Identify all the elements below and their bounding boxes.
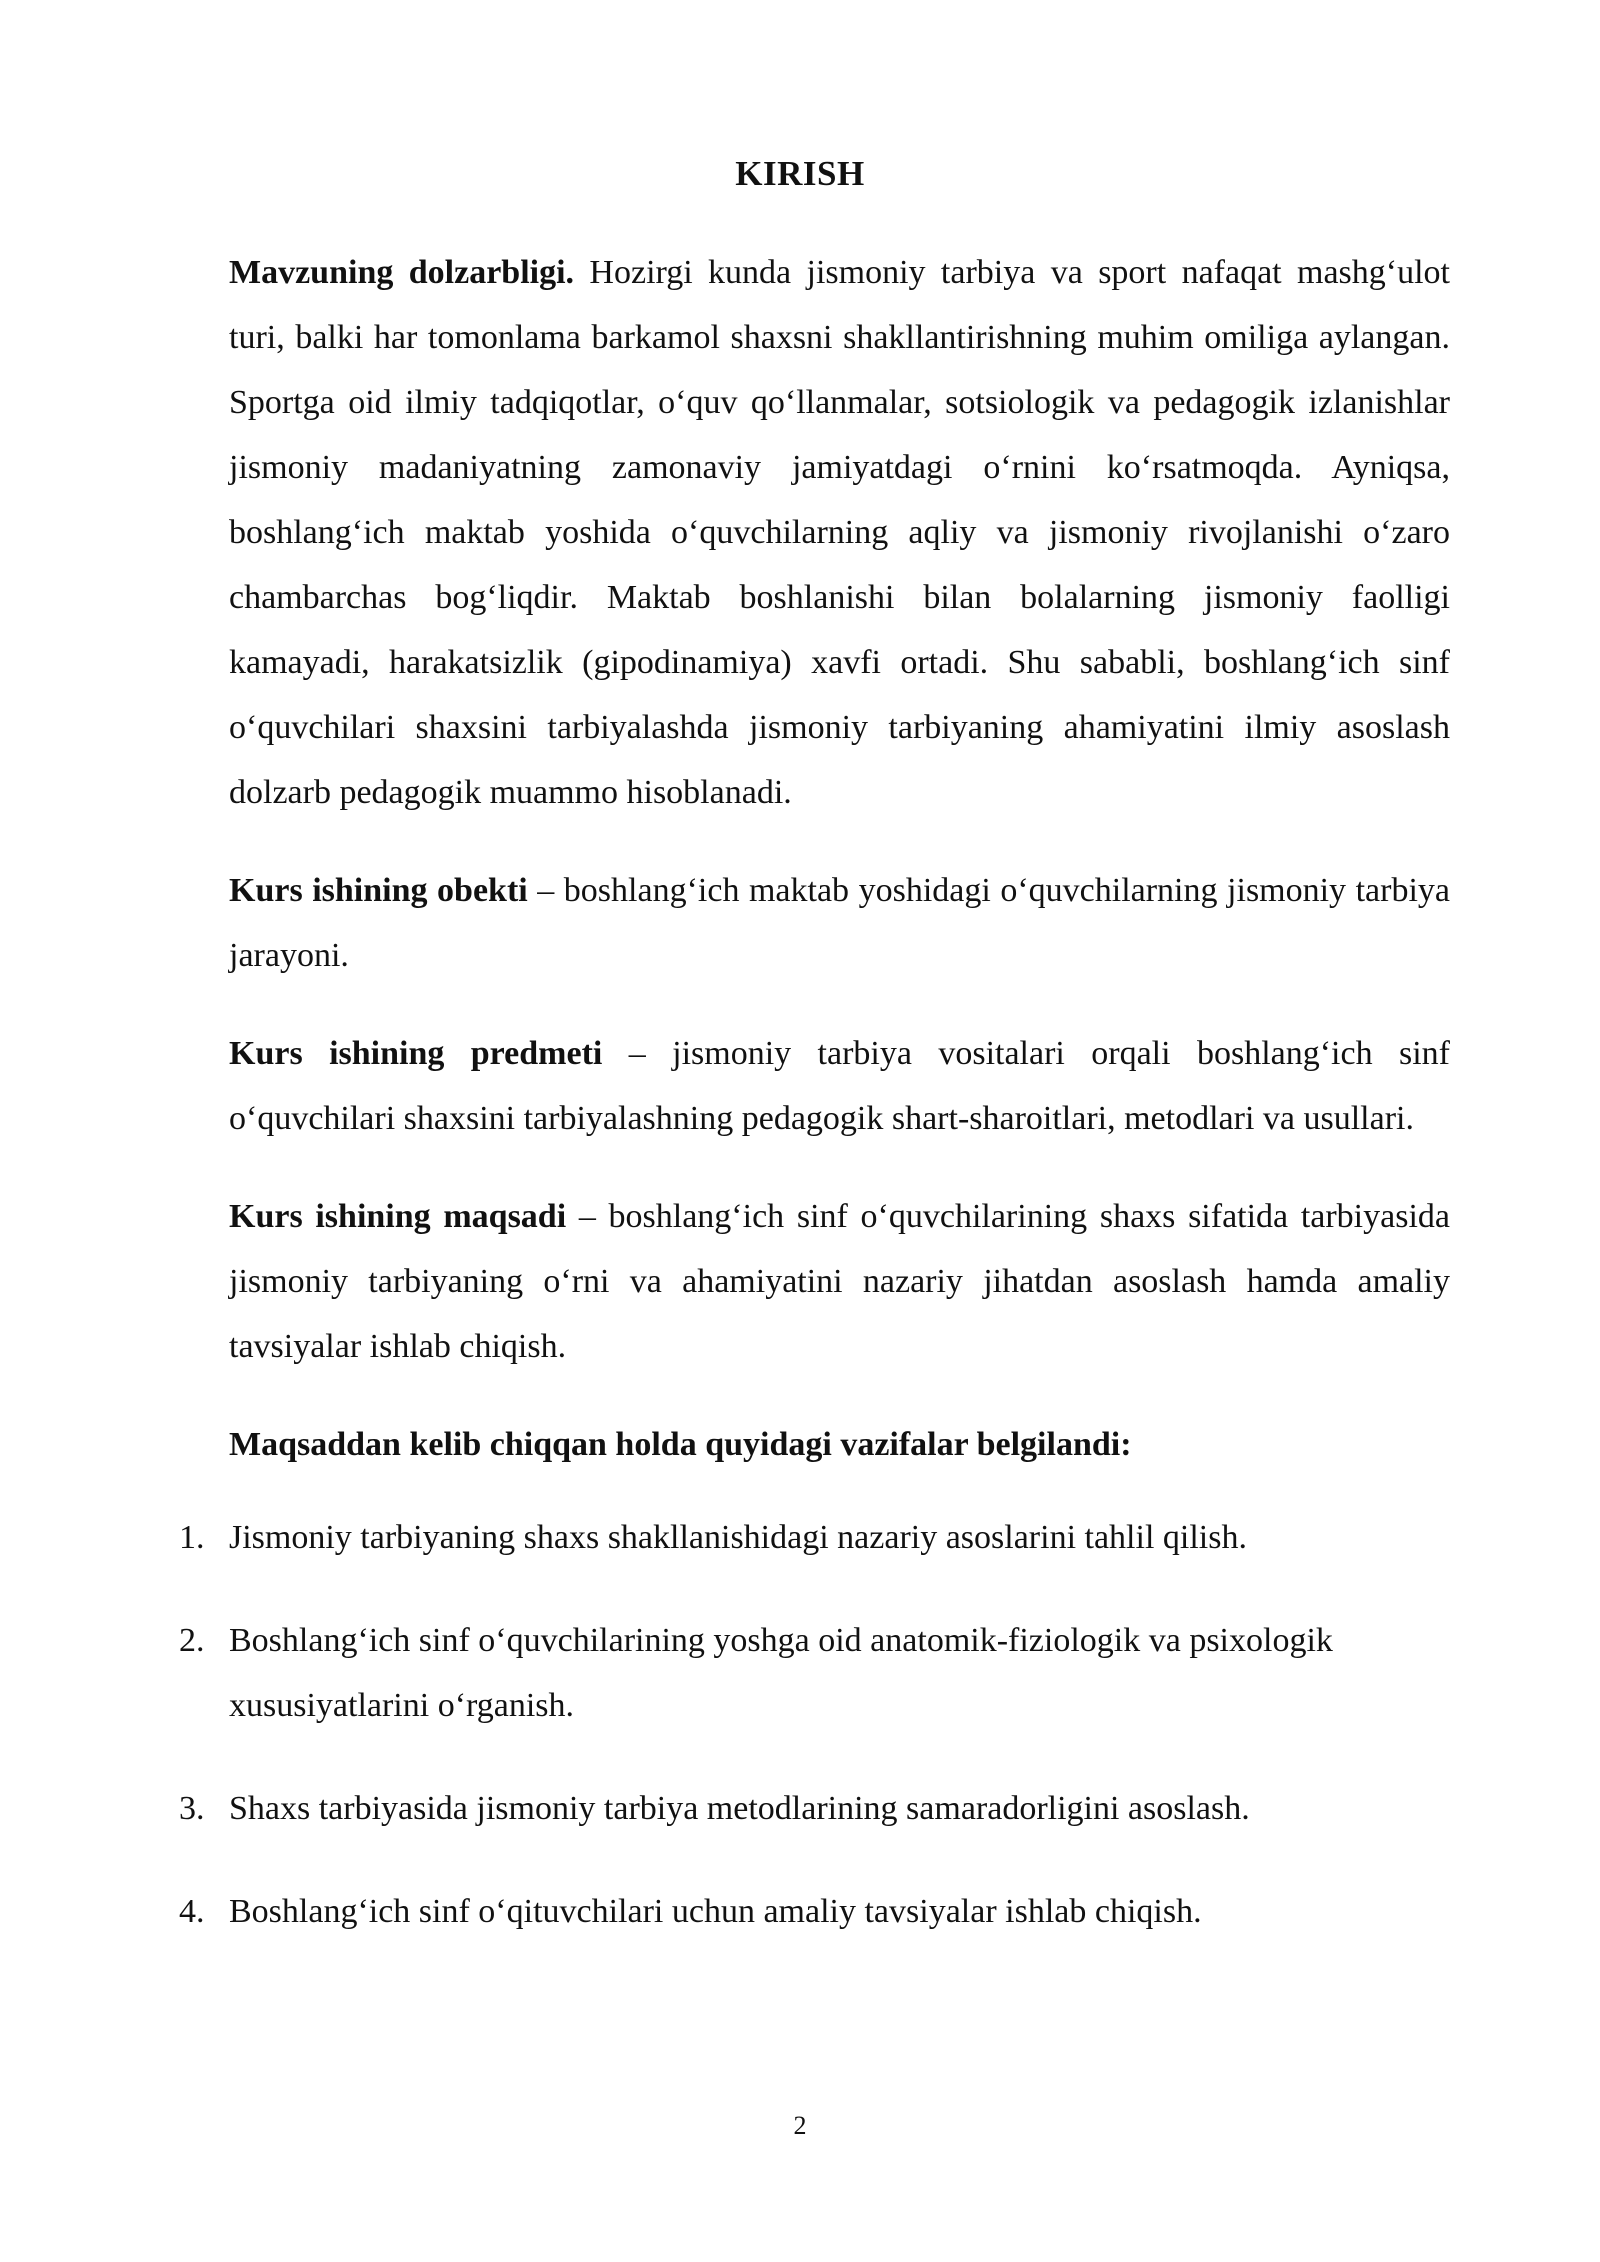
paragraph-relevance bbox=[229, 240, 1450, 825]
list-item-text: Boshlang‘ich sinf o‘quvchilarining yoshga oid anatomik-fiziologik va psixologik xususiyatlarini o‘rganish. bbox=[229, 1622, 1333, 1724]
tasks-heading: Maqsaddan kelib chiqqan holda quyidagi vazifalar belgilandi: bbox=[229, 1426, 1132, 1463]
list-item-number: 4. bbox=[179, 1893, 205, 1930]
paragraph-lead: Kurs ishining maqsadi bbox=[229, 1198, 567, 1235]
paragraph-goal bbox=[229, 1184, 1450, 1379]
paragraph-lead: Kurs ishining predmeti bbox=[229, 1035, 603, 1072]
paragraph-text: – jismoniy tarbiya vositalari orqali boshlang‘ich sinf o‘quvchilari shaxsini tarbiyalashning pedagogik shart-sharoitlari, metodlari va usullari. bbox=[229, 1035, 1450, 1137]
paragraph-lead: Kurs ishining obekti bbox=[229, 872, 528, 909]
paragraph-subject bbox=[229, 1021, 1450, 1151]
list-item bbox=[179, 1879, 1450, 1944]
list-item-text: Jismoniy tarbiyaning shaxs shakllanishidagi nazariy asoslarini tahlil qilish. bbox=[229, 1519, 1247, 1556]
paragraph-text: – boshlang‘ich maktab yoshidagi o‘quvchilarning jismoniy tarbiya jarayoni. bbox=[229, 872, 1450, 974]
list-item-text: Shaxs tarbiyasida jismoniy tarbiya metodlarining samaradorligini asoslash. bbox=[229, 1790, 1250, 1827]
paragraph-text: – boshlang‘ich sinf o‘quvchilarining shaxs sifatida tarbiyasida jismoniy tarbiyaning o‘rni va ahamiyatini nazariy jihatdan asoslash hamda amaliy tavsiyalar ishlab chiqish. bbox=[229, 1198, 1450, 1365]
list-item bbox=[179, 1776, 1450, 1841]
paragraph-object bbox=[229, 858, 1450, 988]
paragraph-text: Hozirgi kunda jismoniy tarbiya va sport nafaqat mashg‘ulot turi, balki har tomonlama barkamol shaxsni shakllantirishning muhim omiliga aylangan. Sportga oid ilmiy tadqiqotlar, o‘quv qo‘llanmalar, sotsiologik va pedagogik izlanishlar jismoniy madaniyatning zamonaviy jamiyatdagi o‘rnini ko‘rsatmoqda. Ayniqsa, boshlang‘ich maktab yoshida o‘quvchilarning aqliy va jismoniy rivojlanishi o‘zaro chambarchas bog‘liqdir. Maktab boshlanishi bilan bolalarning jismoniy faolligi kamayadi, harakatsizlik (gipodinamiya) xavfi ortadi. Shu sababli, boshlang‘ich sinf o‘quvchilari shaxsini tarbiyalashda jismoniy tarbiyaning ahamiyatini ilmiy asoslash dolzarb pedagogik muammo hisoblanadi. bbox=[229, 254, 1450, 811]
list-item-number: 3. bbox=[179, 1790, 205, 1827]
document-body bbox=[179, 240, 1450, 1982]
list-item-number: 2. bbox=[179, 1622, 205, 1659]
list-item-number: 1. bbox=[179, 1519, 205, 1556]
paragraph-lead: Mavzuning dolzarbligi. bbox=[229, 254, 575, 291]
list-item-text: Boshlang‘ich sinf o‘qituvchilari uchun amaliy tavsiyalar ishlab chiqish. bbox=[229, 1893, 1202, 1930]
list-item bbox=[179, 1608, 1450, 1738]
page-title: KIRISH bbox=[735, 154, 865, 193]
list-item bbox=[179, 1505, 1450, 1570]
tasks-list bbox=[179, 1505, 1450, 1944]
page-number: 2 bbox=[793, 2111, 807, 2140]
